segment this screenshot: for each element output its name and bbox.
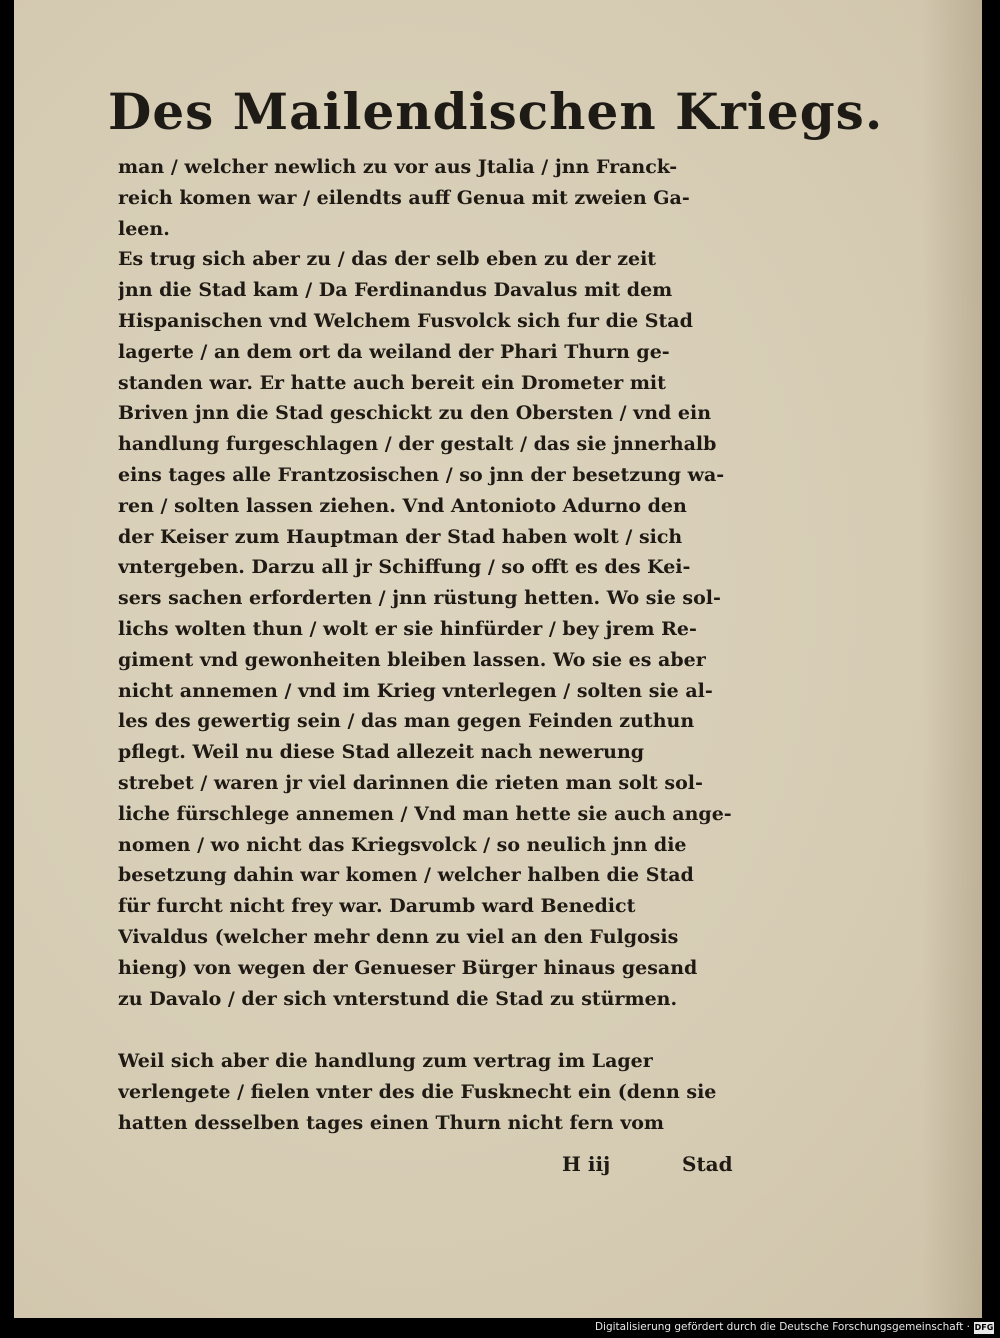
dfg-logo: DFG [974, 1323, 994, 1332]
text-line: man / welcher newlich zu vor aus Jtalia / jnn Franck- [118, 156, 678, 178]
text-line: besetzung dahin war komen / welcher halben die Stad [118, 864, 694, 887]
text-line: standen war. Er hatte auch bereit ein Drometer mit [118, 371, 666, 394]
body-text [118, 152, 770, 1139]
text-line: reich komen war / eilendts auff Genua mit zweien Ga- [118, 186, 690, 209]
digitization-credit: Digitalisierung gefördert durch die Deutsche Forschungsgemeinschaft · [594, 1321, 970, 1333]
book-page [14, 0, 982, 1318]
text-line: Vivaldus (welcher mehr denn zu viel an den Fulgosis [118, 925, 679, 948]
text-line: lagerte / an dem ort da weiland der Phari Thurn ge- [118, 340, 670, 363]
text-line: nicht annemen / vnd im Krieg vnterlegen / solten sie al- [118, 679, 713, 702]
text-line: für furcht nicht frey war. Darumb ward Benedict [118, 895, 636, 918]
catchword: Stad [682, 1152, 733, 1176]
text-line: eins tages alle Frantzosischen / so jnn der besetzung wa- [118, 463, 725, 486]
page-edge-shadow [922, 0, 982, 1318]
text-line: Es trug sich aber zu / das der selb eben zu der zeit [118, 248, 657, 271]
text-line: les des gewertig sein / das man gegen Feinden zuthun [118, 710, 695, 733]
text-line: Briven jnn die Stad geschickt zu den Obersten / vnd ein [118, 402, 712, 425]
text-line: pflegt. Weil nu diese Stad allezeit nach newerung [118, 741, 645, 764]
text-line: verlengete / fielen vnter des die Fusknecht ein (denn sie [118, 1081, 717, 1104]
text-line: hieng) von wegen der Genueser Bürger hinaus gesand [118, 956, 698, 979]
signature-mark: H iij [562, 1152, 611, 1176]
text-line: handlung furgeschlagen / der gestalt / das sie jnnerhalb [118, 433, 717, 456]
text-line: leen. [118, 217, 170, 240]
text-line: ren / solten lassen ziehen. Vnd Antonioto Adurno den [118, 494, 687, 517]
text-line: strebet / waren jr viel darinnen die rieten man solt sol- [118, 771, 703, 794]
text-line: sers sachen erforderten / jnn rüstung hetten. Wo sie sol- [118, 587, 721, 610]
text-line: der Keiser zum Hauptman der Stad haben wolt / sich [118, 525, 683, 548]
text-line: liche fürschlege annemen / Vnd man hette sie auch ange- [118, 802, 732, 825]
text-line: vntergeben. Darzu all jr Schiffung / so offt es des Kei- [118, 556, 691, 579]
paragraph-1 [118, 152, 770, 1014]
text-line: Weil sich aber die handlung zum vertrag im Lager [118, 1050, 653, 1073]
paragraph-gap [118, 1014, 770, 1046]
text-line: jnn die Stad kam / Da Ferdinandus Davalus mit dem [118, 279, 673, 302]
text-line: zu Davalo / der sich vnterstund die Stad zu stürmen. [118, 987, 678, 1010]
text-line: Hispanischen vnd Welchem Fusvolck sich fur die Stad [118, 309, 693, 332]
text-line: giment vnd gewonheiten bleiben lassen. Wo sie es aber [118, 648, 706, 671]
text-line: hatten desselben tages einen Thurn nicht fern vom [118, 1111, 665, 1134]
paragraph-2 [118, 1046, 770, 1138]
running-header: Des Mailendischen Kriegs. [108, 82, 884, 141]
text-line: nomen / wo nicht das Kriegsvolck / so neulich jnn die [118, 833, 687, 856]
text-line: lichs wolten thun / wolt er sie hinfürder / bey jrem Re- [118, 617, 697, 640]
